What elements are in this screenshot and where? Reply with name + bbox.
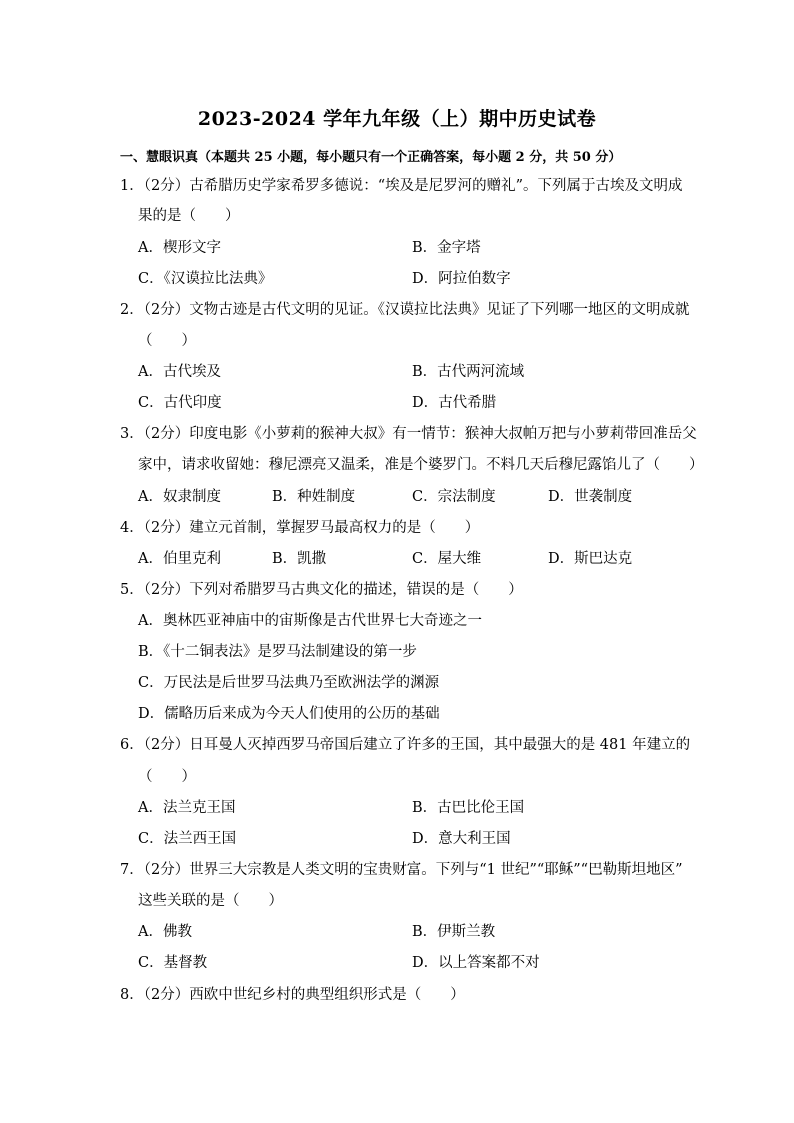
question-7-option-c: C．基督教 — [138, 955, 208, 971]
question-1-option-a: A．楔形文字 — [138, 240, 221, 256]
question-6-option-b: B．古巴比伦王国 — [412, 800, 525, 816]
question-4-option-c: C．屋大维 — [412, 551, 482, 567]
page-title: 2023-2024 学年九年级（上）期中历史试卷 — [197, 108, 597, 130]
question-6-option-a: A．法兰克王国 — [138, 800, 236, 816]
question-3-line-1: 3．（2分）印度电影《小萝莉的猴神大叔》有一情节：猴神大叔帕万把与小萝莉带回准岳父 — [120, 426, 697, 442]
question-7-option-d: D．以上答案都不对 — [412, 955, 540, 971]
question-4-line-1: 4．（2分）建立元首制，掌握罗马最高权力的是（ ） — [120, 520, 480, 536]
question-3-option-b: B．种姓制度 — [272, 489, 356, 505]
question-3-option-a: A．奴隶制度 — [138, 489, 221, 505]
question-3-option-c: C．宗法制度 — [412, 489, 496, 505]
question-4-option-b: B．凯撒 — [272, 551, 327, 567]
question-4-option-a: A．伯里克利 — [138, 551, 221, 567]
question-2-line-2: （ ） — [138, 333, 196, 349]
question-1-option-c: C．《汉谟拉比法典》 — [138, 271, 273, 287]
question-3-option-d: D．世袭制度 — [548, 489, 633, 505]
question-2-option-d: D．古代希腊 — [412, 395, 497, 411]
question-7-line-1: 7．（2分）世界三大宗教是人类文明的宝贵财富。下列与“1 世纪”“耶稣”“巴勒斯坦地区” — [120, 862, 683, 878]
question-8-line-1: 8．（2分）西欧中世纪乡村的典型组织形式是（ ） — [120, 987, 465, 1003]
question-5-option-a: A．奥林匹亚神庙中的宙斯像是古代世界七大奇迹之一 — [138, 613, 482, 629]
question-7-line-2: 这些关联的是（ ） — [138, 893, 283, 909]
question-2-line-1: 2．（2分）文物古迹是古代文明的见证。《汉谟拉比法典》见证了下列哪一地区的文明成就 — [120, 302, 690, 318]
question-3-line-2: 家中，请求收留她：穆尼漂亮又温柔，准是个婆罗门。不料几天后穆尼露馅儿了（ ） — [138, 457, 704, 473]
question-2-option-c: C．古代印度 — [138, 395, 222, 411]
question-6-line-2: （ ） — [138, 769, 196, 785]
question-5-line-1: 5．（2分）下列对希腊罗马古典文化的描述，错误的是（ ） — [120, 582, 523, 598]
question-7-option-b: B．伊斯兰教 — [412, 924, 496, 940]
question-6-option-d: D．意大利王国 — [412, 831, 511, 847]
section-heading: 一、慧眼识真（本题共 25 小题，每小题只有一个正确答案，每小题 2 分，共 50 分） — [120, 150, 622, 165]
question-1-option-d: D．阿拉伯数字 — [412, 271, 511, 287]
question-1-line-1: 1．（2分）古希腊历史学家希罗多德说：“埃及是尼罗河的赠礼”。下列属于古埃及文明成 — [120, 178, 683, 194]
question-5-option-b: B．《十二铜表法》是罗马法制建设的第一步 — [138, 644, 417, 660]
question-1-line-2: 果的是（ ） — [138, 208, 240, 224]
question-6-option-c: C．法兰西王国 — [138, 831, 237, 847]
question-7-option-a: A．佛教 — [138, 924, 192, 940]
question-2-option-b: B．古代两河流域 — [412, 364, 525, 380]
question-5-option-d: D．儒略历后来成为今天人们使用的公历的基础 — [138, 706, 440, 722]
question-6-line-1: 6．（2分）日耳曼人灭掉西罗马帝国后建立了许多的王国，其中最强大的是 481 年建立的 — [120, 737, 691, 753]
question-2-option-a: A．古代埃及 — [138, 364, 221, 380]
question-4-option-d: D．斯巴达克 — [548, 551, 633, 567]
question-1-option-b: B．金字塔 — [412, 240, 481, 256]
question-5-option-c: C．万民法是后世罗马法典乃至欧洲法学的渊源 — [138, 675, 440, 691]
